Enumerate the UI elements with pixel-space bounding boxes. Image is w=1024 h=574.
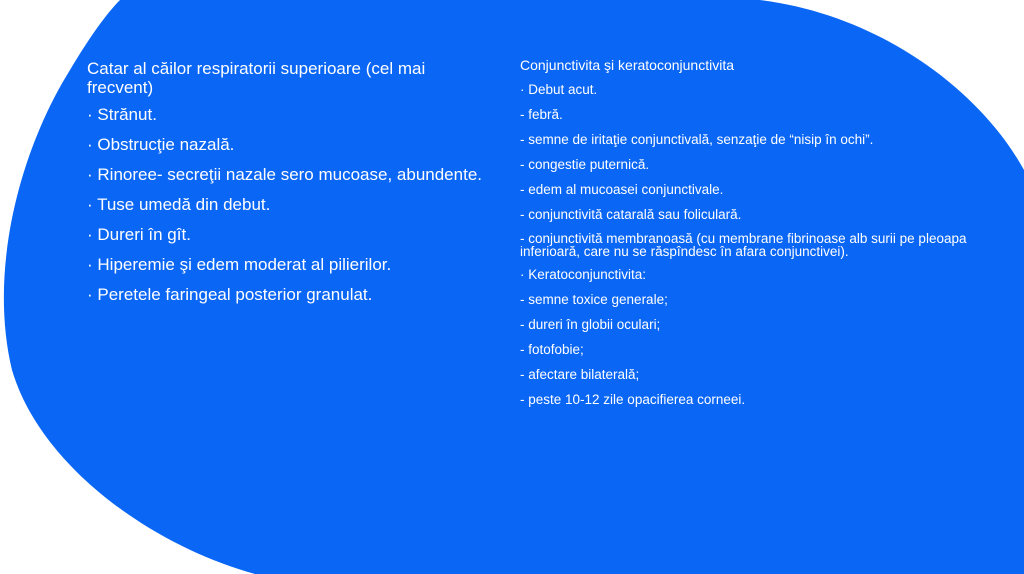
right-list-item: - afectare bilaterală; [520, 367, 640, 382]
right-list-item: · Debut acut. [520, 82, 598, 97]
right-list-item: - dureri în globii oculari; [520, 317, 661, 332]
right-list [520, 82, 990, 408]
left-list [87, 105, 487, 304]
right-list-item: - peste 10-12 zile opacifierea corneei. [520, 392, 746, 407]
right-list-item: · Keratoconjunctivita: [520, 267, 647, 282]
right-list-item: - semne de iritaţie conjunctivală, senzaţie de “nisip în ochi”. [520, 132, 874, 147]
right-list-item: - edem al mucoasei conjunctivale. [520, 182, 724, 197]
left-heading: Catar al căilor respiratorii superioare (cel mai frecvent) [87, 59, 426, 97]
right-list-item: - conjunctivită catarală sau foliculară. [520, 207, 742, 222]
right-column [520, 57, 990, 417]
left-column [87, 59, 487, 315]
left-list-item: · Obstrucţie nazală. [87, 135, 235, 154]
right-list-item: - conjunctivită membranoasă (cu membrane fibrinoase alb surii pe pleoapa inferioară, care nu se răspîndesc în afara conjunctivei). [520, 231, 967, 259]
left-list-item: · Peretele faringeal posterior granulat. [87, 285, 373, 304]
left-list-item: · Strănut. [87, 105, 157, 124]
right-list-item: - semne toxice generale; [520, 292, 668, 307]
right-list-item: - febră. [520, 107, 563, 122]
left-list-item: · Tuse umedă din debut. [87, 195, 271, 214]
right-list-item: - fotofobie; [520, 342, 584, 357]
right-heading: Conjunctivita şi keratoconjunctivita [520, 57, 734, 73]
right-list-item: - congestie puternică. [520, 157, 650, 172]
left-list-item: · Hiperemie şi edem moderat al pilierilor. [87, 255, 392, 274]
left-list-item: · Dureri în gît. [87, 225, 191, 244]
left-list-item: · Rinoree- secreţii nazale sero mucoase, abundente. [87, 165, 482, 184]
